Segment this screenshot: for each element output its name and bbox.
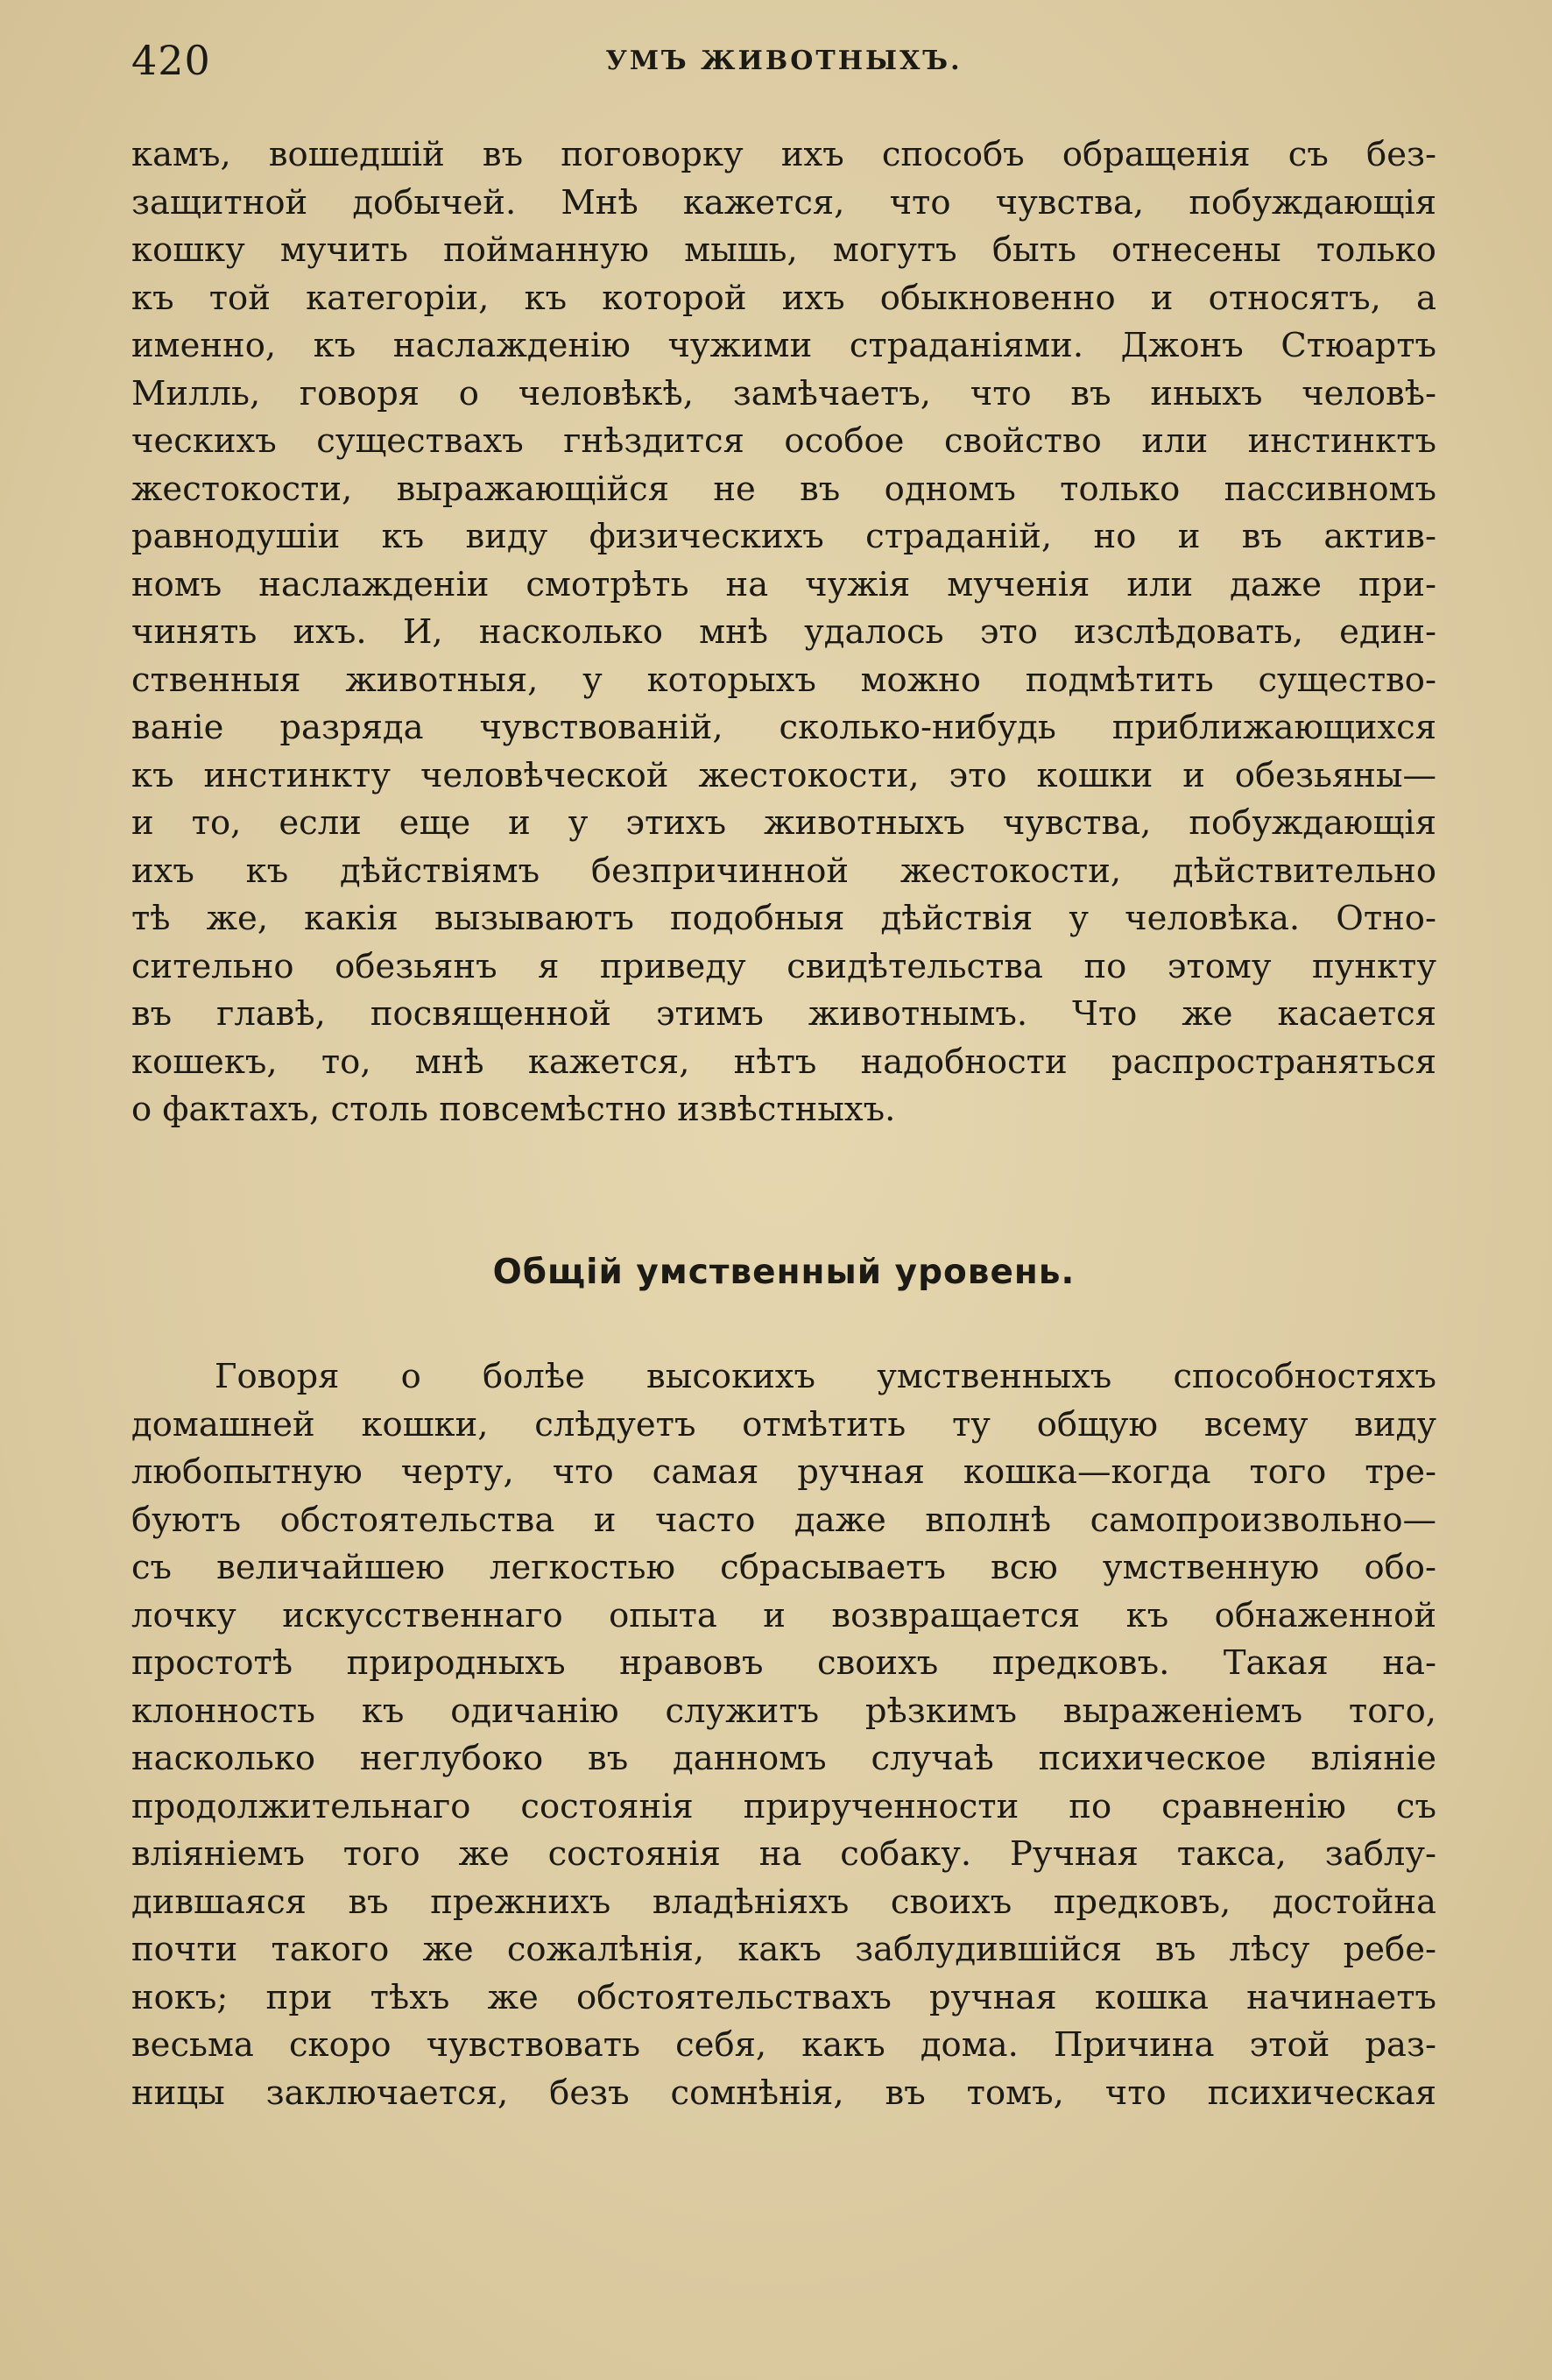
text-line: сительно обезьянъ я приведу свидѣтельства по этому пункту: [131, 946, 1436, 986]
text-line: дившаяся въ прежнихъ владѣніяхъ своихъ предковъ, достойна: [131, 1882, 1436, 1922]
text-line: въ главѣ, посвященной этимъ животнымъ. Что же касается: [131, 994, 1436, 1034]
text-line: защитной добычей. Мнѣ кажется, что чувства, побуждающія: [131, 182, 1436, 222]
text-line: вліяніемъ того же состоянія на собаку. Ручная такса, заблу-: [131, 1834, 1436, 1874]
text-line: къ той категоріи, къ которой ихъ обыкновенно и относятъ, а: [131, 278, 1436, 318]
text-line: почти такого же сожалѣнія, какъ заблудившійся въ лѣсу ребе-: [131, 1930, 1436, 1969]
text-line: Милль, говоря о человѣкѣ, замѣчаетъ, что въ иныхъ человѣ-: [131, 373, 1436, 413]
text-line: кошекъ, то, мнѣ кажется, нѣтъ надобности распространяться: [131, 1042, 1436, 1082]
section-heading: Общій умственный уровень.: [492, 1253, 1076, 1292]
text-line: клонность къ одичанію служитъ рѣзкимъ выраженіемъ того,: [131, 1691, 1436, 1731]
text-line: весьма скоро чувствовать себя, какъ дома. Причина этой раз-: [131, 2025, 1436, 2065]
text-line: нокъ; при тѣхъ же обстоятельствахъ ручная кошка начинаетъ: [131, 1977, 1436, 2017]
page-number: 420: [131, 37, 211, 84]
text-line: съ величайшею легкостью сбрасываетъ всю умственную обо-: [131, 1548, 1436, 1587]
text-line: камъ, вошедшій въ поговорку ихъ способъ обращенія съ без-: [131, 135, 1436, 174]
text-line: домашней кошки, слѣдуетъ отмѣтить ту общую всему виду: [131, 1404, 1436, 1444]
text-line: ницы заключается, безъ сомнѣнія, въ томъ, что психическая: [131, 2073, 1436, 2113]
text-line: кошку мучить пойманную мышь, могутъ быть отнесены только: [131, 230, 1436, 270]
text-line: Говоря о болѣе высокихъ умственныхъ способностяхъ: [215, 1357, 1436, 1396]
text-line: ихъ къ дѣйствіямъ безпричинной жестокости, дѣйствительно: [131, 851, 1436, 891]
text-line: именно, къ наслажденію чужими страданіями. Джонъ Стюартъ: [131, 326, 1436, 365]
text-line: тѣ же, какія вызываютъ подобныя дѣйствія у человѣка. Отно-: [131, 899, 1436, 938]
text-line: насколько неглубоко въ данномъ случаѣ психическое вліяніе: [131, 1739, 1436, 1778]
text-line: буютъ обстоятельства и часто даже вполнѣ самопроизвольно—: [131, 1500, 1436, 1540]
paragraph-1: [131, 131, 1436, 1134]
text-line: продолжительнаго состоянія прирученности по сравненію съ: [131, 1786, 1436, 1826]
text-line: лочку искусственнаго опыта и возвращается къ обнаженной: [131, 1595, 1436, 1635]
text-line: равнодушіи къ виду физическихъ страданій, но и въ актив-: [131, 517, 1436, 556]
running-title: УМЪ ЖИВОТНЫХЪ.: [605, 46, 963, 76]
text-line: ственныя животныя, у которыхъ можно подмѣтить существо-: [131, 660, 1436, 700]
text-line: любопытную черту, что самая ручная кошка—когда того тре-: [131, 1452, 1436, 1492]
text-line: о фактахъ, столь повсемѣстно извѣстныхъ.: [131, 1090, 896, 1129]
text-line: жестокости, выражающійся не въ одномъ только пассивномъ: [131, 469, 1436, 509]
text-line: къ инстинкту человѣческой жестокости, это кошки и обезьяны—: [131, 755, 1436, 795]
text-line: чинять ихъ. И, насколько мнѣ удалось это изслѣдовать, един-: [131, 612, 1436, 652]
page-header: [131, 37, 1436, 98]
text-line: простотѣ природныхъ нравовъ своихъ предковъ. Такая на-: [131, 1643, 1436, 1683]
text-line: и то, если еще и у этихъ животныхъ чувства, побуждающія: [131, 803, 1436, 843]
text-line: ческихъ существахъ гнѣздится особое свойство или инстинктъ: [131, 421, 1436, 461]
text-line: номъ наслажденіи смотрѣть на чужія мученія или даже при-: [131, 564, 1436, 604]
paragraph-2: [131, 1353, 1436, 2117]
text-line: ваніе разряда чувствованій, сколько-нибудь приближающихся: [131, 708, 1436, 747]
